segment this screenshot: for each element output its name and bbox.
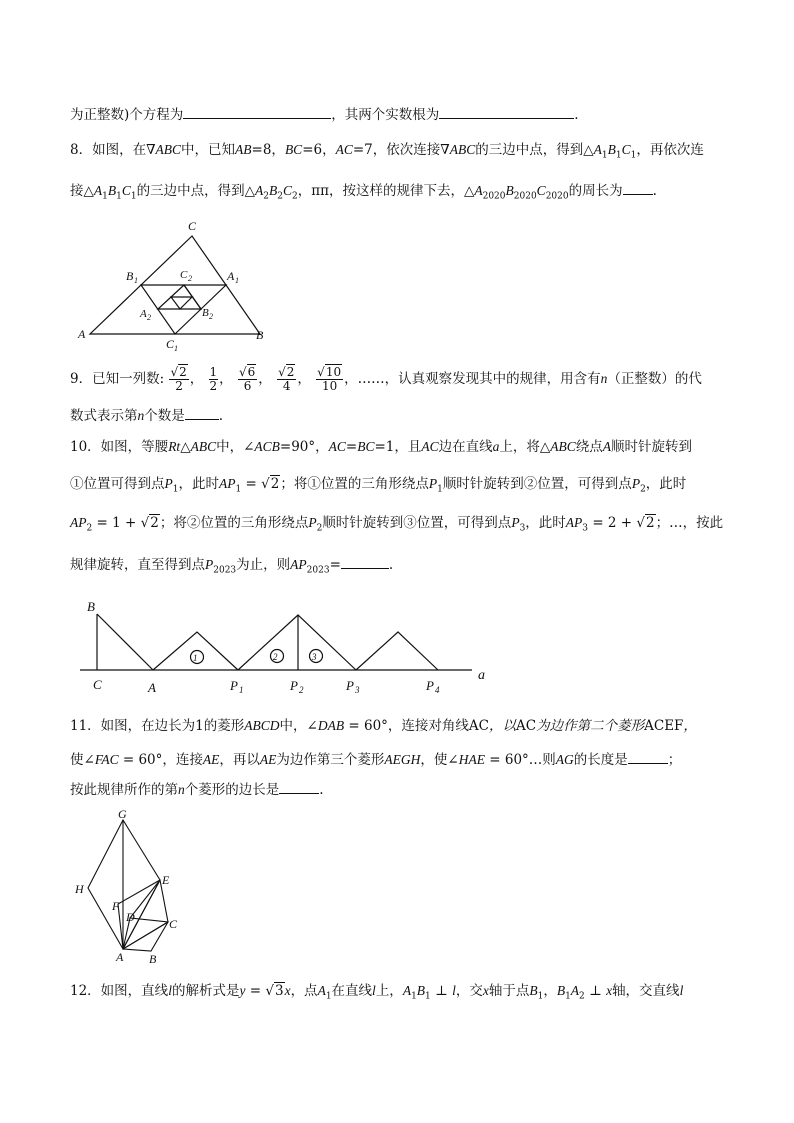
- label-A: A: [148, 680, 156, 695]
- svg-text:2: 2: [209, 312, 213, 321]
- label-H: H: [75, 882, 84, 896]
- answer-blank[interactable]: [623, 180, 653, 195]
- svg-text:1: 1: [193, 653, 198, 663]
- q11-line-1: 11．如图，在边长为1的菱形ABCD中，∠DAB = 60°，连接对角线AC，以AC为边作第二个菱形ACEF，: [70, 718, 697, 734]
- q7-tail-line: 为正整数)个方程为 ，其两个实数根为 .: [70, 104, 579, 125]
- label-C: C: [93, 677, 102, 692]
- fraction-3: $\frac{√6}{6}$: [238, 365, 256, 393]
- label-D: D: [126, 910, 135, 924]
- label-A: A: [116, 950, 124, 964]
- svg-text:1: 1: [174, 344, 178, 353]
- q9-line-2: 数式表示第n个数是 .: [70, 405, 223, 426]
- q10-line-2: ①位置可得到点$P_1$，此时$AP_1 = √2$；将①位置的三角形绕点$P_1$顺时针旋转到②位置，可得到点$P_2$，此时: [70, 476, 687, 495]
- fraction-4: $\frac{√2}{4}$: [278, 365, 295, 393]
- q11-line-3: 按此规律所作的第n个菱形的边长是 .: [70, 779, 324, 800]
- answer-blank[interactable]: [628, 749, 668, 764]
- q10-line-3: $AP_2 = 1 + √2$；将②位置的三角形绕点$P_2$顺时针旋转到③位置，可得到点$P_3$，此时$AP_3 = 2 + √2$；…，按此: [70, 515, 724, 534]
- label-B: B: [149, 952, 157, 966]
- svg-text:2: 2: [299, 685, 304, 695]
- fraction-1: $\frac{√2}{2}$: [170, 365, 187, 393]
- rhombus-figure: [68, 804, 198, 969]
- svg-text:4: 4: [435, 685, 440, 695]
- answer-blank[interactable]: [183, 104, 331, 119]
- triangle-midpoint-figure: [70, 218, 280, 358]
- answer-blank[interactable]: [185, 405, 219, 420]
- q8-line-1: 8．如图，在∇ABC中，已知AB=8，BC=6，AC=7，依次连接∇ABC的三边中点，得到$\triangle A_1B_1C_1$，再依次连: [70, 142, 704, 161]
- label-B: B: [87, 599, 95, 614]
- svg-text:1: 1: [134, 276, 138, 285]
- label-P2: P: [290, 678, 298, 693]
- label-C: C: [188, 219, 197, 233]
- label-A: A: [78, 327, 86, 341]
- svg-text:2: 2: [273, 652, 278, 662]
- svg-text:1: 1: [239, 685, 244, 695]
- label-C1: C: [166, 337, 175, 351]
- label-B2: B: [202, 307, 209, 319]
- q12-line-1: 12．如图，直线l的解析式是y = √3x，点$A_1$在直线l上，$A_1B_1$ ⊥ l，交x轴于点$B_1$，$B_1A_2$ ⊥ x轴，交直线l: [70, 983, 684, 1002]
- q10-line-1: 10．如图，等腰Rt△ABC中，∠ACB=90°，AC=BC=1，且AC边在直线a上，将△ABC绕点A顺时针旋转到: [70, 439, 693, 455]
- answer-blank[interactable]: [341, 554, 389, 569]
- svg-text:3: 3: [355, 685, 360, 695]
- label-G: G: [118, 807, 127, 821]
- q10-line-4: 规律旋转，直至得到点$P_{2023}$为止，则$AP_{2023}=$ .: [70, 554, 393, 581]
- answer-blank[interactable]: [439, 104, 574, 119]
- label-P4: P: [426, 678, 434, 693]
- answer-blank[interactable]: [279, 779, 319, 794]
- q8-line-2: 接$\triangle A_1B_1C_1$的三边中点，得到$\triangle A_2B_2C_2$，ππ，按这样的规律下去，$\triangle A_{2020}B_{2020}C_{2020}$的周长为 .: [70, 180, 657, 207]
- label-E: E: [162, 873, 170, 887]
- fraction-2: $\frac{1}{2}$: [209, 365, 218, 393]
- svg-text:1: 1: [235, 276, 239, 285]
- label-A2: A: [140, 308, 147, 320]
- label-A1: A: [227, 269, 235, 283]
- rotation-figure: [80, 596, 500, 696]
- label-B: B: [256, 328, 264, 342]
- svg-text:3: 3: [312, 652, 317, 662]
- label-P3: P: [346, 678, 354, 693]
- fraction-5: $\frac{√10}{10}$: [317, 365, 342, 393]
- q11-line-2: 使∠FAC = 60°，连接AE，再以AE为边作第三个菱形AEGH，使∠HAE = 60°…则AG的长度是 ；: [70, 749, 681, 770]
- svg-text:2: 2: [147, 313, 151, 322]
- label-B1: B: [126, 269, 134, 283]
- label-C2: C: [180, 269, 188, 281]
- svg-text:2: 2: [188, 274, 192, 283]
- label-F: F: [112, 899, 120, 913]
- label-P1: P: [230, 678, 238, 693]
- label-C: C: [169, 917, 178, 931]
- q9-line-1: 9．已知一列数: $\frac{√2}{2}$ ， $\frac{1}{2}$ ， $\frac{√6}{6}$ ， $\frac{√2}{4}$ ， $\frac{√10}{10}$ ，……，认真观察发现其中的规律，用含有n（正整数）的代: [70, 365, 702, 393]
- label-line-a: a: [478, 668, 485, 683]
